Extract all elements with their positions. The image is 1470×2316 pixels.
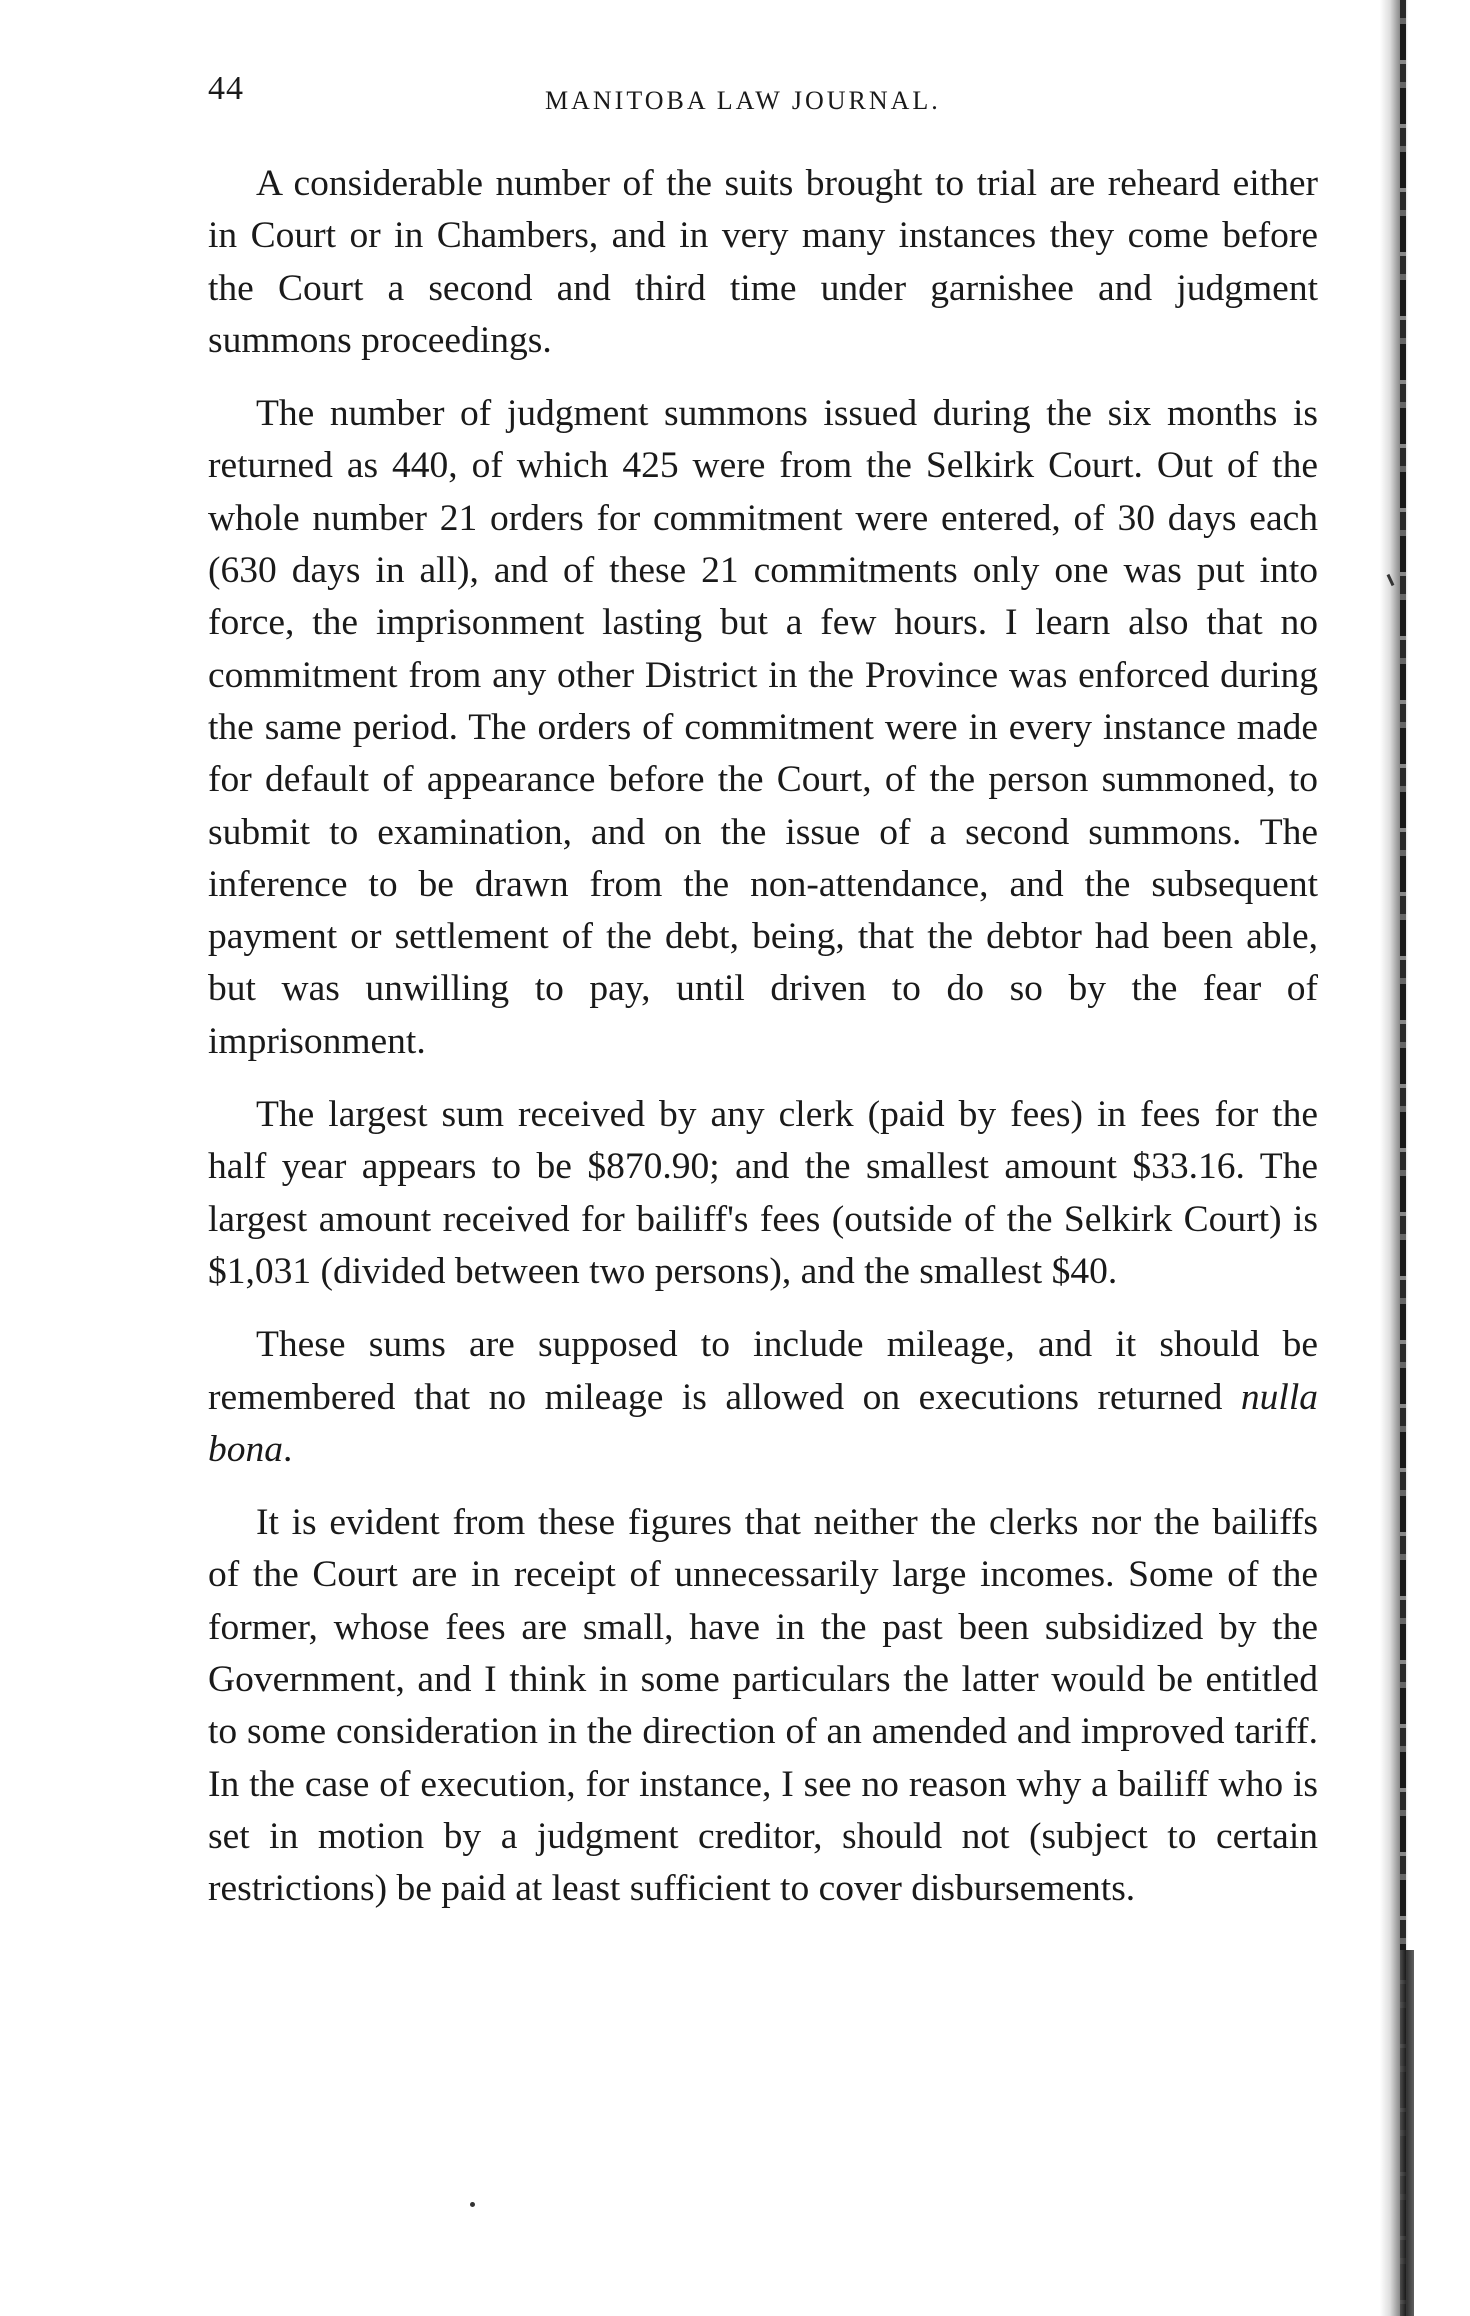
paragraph-incomes: It is evident from these figures that neither the clerks nor the bailiffs of the Court are in receipt of unnecessarily large incomes. Some of the former, whose fees are small, have in the past been subsidized by the Government, and I think in some particulars the latter would be entitled to some consideration in the direction of an amended and improved tariff. In the case of execution, for instance, I see no reason why a bailiff who is set in motion by a judgment creditor, should not (subject to certain restrictions) be paid at least sufficient to cover disbursements. xyxy=(208,1502,1318,1910)
mileage-text-before: These sums are supposed to include mileage, and it should be remembered that no mileage is allowed on executions returned xyxy=(208,1324,1318,1418)
binding-shadow xyxy=(1360,0,1470,2316)
mileage-text-after: . xyxy=(283,1428,293,1470)
page-number: 44 xyxy=(208,70,244,107)
page-header xyxy=(208,70,1318,120)
paragraph-reheard-suits: A considerable number of the suits brought to trial are reheard either in Court or in Chambers, and in very many instances they come before the Court a second and third time under garnishee and judgment summons proceedings. xyxy=(208,163,1318,361)
nulla-bona-italic: nulla bona xyxy=(208,1376,1318,1470)
stray-ink-dot xyxy=(470,2202,475,2207)
binding-edge-bottom xyxy=(1400,1950,1414,2316)
running-head: MANITOBA LAW JOURNAL. xyxy=(545,86,941,115)
paragraph-mileage xyxy=(208,1319,1318,1476)
paragraph-judgment-summons: The number of judgment summons issued during the six months is returned as 440, of which 425 were from the Selkirk Court. Out of the whole number 21 orders for commitment were entered, of 30 days each (630 days in all), and of these 21 commitments only one was put into force, the imprisonment lasting but a few hours. I learn also that no commitment from any other District in the Province was enforced during the same period. The orders of commitment were in every instance made for default of appearance before the Court, of the person summoned, to submit to examination, and on the issue of a second summons. The inference to be drawn from the non-attendance, and the subsequent payment or settlement of the debt, being, that the debtor had been able, but was unwilling to pay, until driven to do so by the fear of imprisonment. xyxy=(208,393,1318,1062)
paragraph-fees-received: The largest sum received by any clerk (paid by fees) in fees for the half year appears to be $870.90; and the smallest amount $33.16. The largest amount received for bailiff's fees (outside of the Selkirk Court) is $1,031 (divided between two persons), and the smallest $40. xyxy=(208,1094,1318,1292)
body-text xyxy=(208,158,1318,1937)
